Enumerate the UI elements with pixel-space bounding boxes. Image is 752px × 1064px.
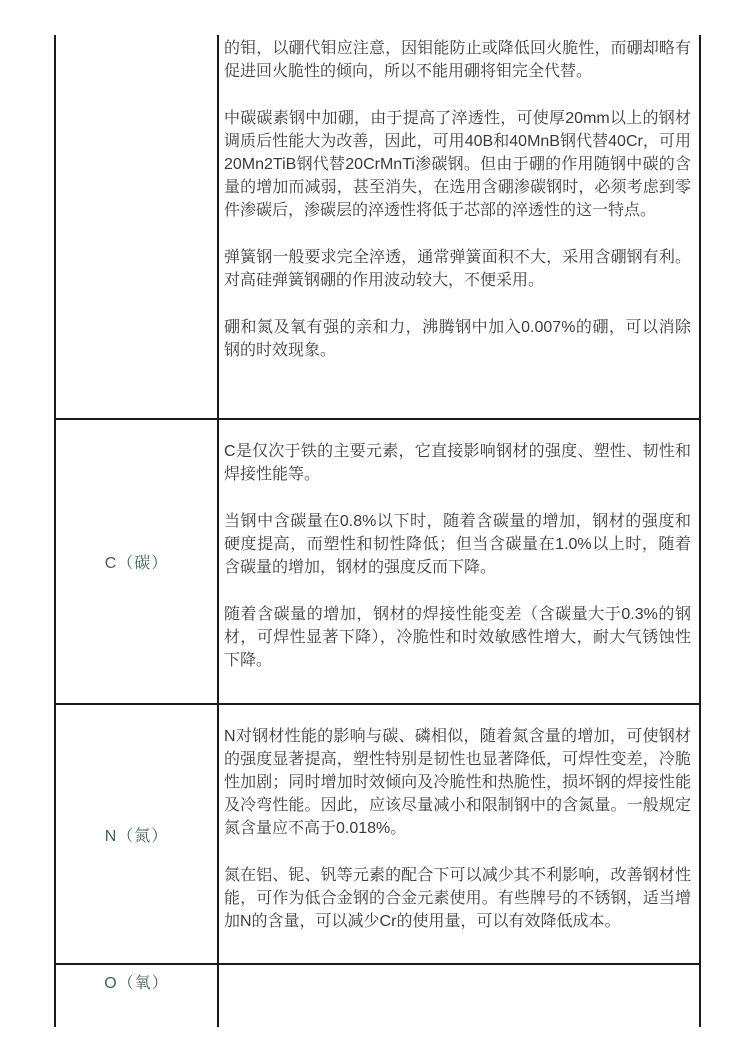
element-label: C（碳） — [104, 555, 169, 572]
element-description-cell — [219, 35, 699, 418]
element-description-cell — [219, 965, 699, 1027]
paragraph: 当钢中含碳量在0.8%以下时，随着含碳量的增加，钢材的强度和硬度提高，而塑性和韧性降低；但当含碳量在1.0%以上时，随着含碳量的增加，钢材的强度反而下降。 — [224, 513, 691, 576]
paragraph: 随着含碳量的增加，钢材的焊接性能变差（含碳量大于0.3%的钢材，可焊性显著下降），冷脆性和时效敏感性增大，耐大气锈蚀性下降。 — [224, 606, 691, 669]
steel-elements-table — [54, 35, 701, 1027]
paragraph: 氮在铝、铌、钒等元素的配合下可以减少其不利影响，改善钢材性能，可作为低合金钢的合金元素使用。有些牌号的不锈钢，适当增加N的含量，可以减少Cr的使用量，可以有效降低成本。 — [224, 867, 691, 930]
element-label-cell — [56, 965, 219, 1027]
table-row-boron — [56, 35, 699, 418]
paragraph: 中碳碳素钢中加硼，由于提高了淬透性，可使厚20mm以上的钢材调质后性能大为改善，因此，可用40B和40MnB钢代替40Cr，可用20Mn2TiB钢代替20CrMnTi渗碳钢。但由于硼的作用随钢中碳的含量的增加而减弱，甚至消失，在选用含硼渗碳钢时，必须考虑到零件渗碳后，渗碳层的淬透性将低于芯部的淬透性的这一特点。 — [224, 110, 691, 219]
paragraph: 弹簧钢一般要求完全淬透，通常弹簧面积不大，采用含硼钢有利。对高硅弹簧钢硼的作用波动较大，不便采用。 — [224, 249, 691, 289]
element-label-cell — [56, 420, 219, 703]
paragraph: 的钼，以硼代钼应注意，因钼能防止或降低回火脆性，而硼却略有促进回火脆性的倾向，所以不能用硼将钼完全代替。 — [224, 40, 691, 80]
table-row-nitrogen — [56, 703, 699, 963]
table-row-carbon — [56, 418, 699, 703]
element-description-cell — [219, 420, 699, 703]
element-label-cell — [56, 705, 219, 963]
element-label: N（氮） — [104, 827, 169, 845]
table-row-oxygen — [56, 963, 699, 1027]
paragraph: C是仅次于铁的主要元素，它直接影响钢材的强度、塑性、韧性和焊接性能等。 — [224, 443, 691, 483]
element-label: O（氧） — [104, 975, 169, 992]
element-label-cell — [56, 35, 219, 418]
paragraph: N对钢材性能的影响与碳、磷相似，随着氮含量的增加，可使钢材的强度显著提高，塑性特别是韧性也显著降低，可焊性变差，冷脆性加剧；同时增加时效倾向及冷脆性和热脆性，损坏钢的焊接性能及冷弯性能。因此，应该尽量减小和限制钢中的含氮量。一般规定氮含量应不高于0.018%。 — [224, 728, 691, 837]
element-description-cell — [219, 705, 699, 963]
paragraph: 硼和氮及氧有强的亲和力，沸腾钢中加入0.007%的硼，可以消除钢的时效现象。 — [224, 319, 691, 359]
